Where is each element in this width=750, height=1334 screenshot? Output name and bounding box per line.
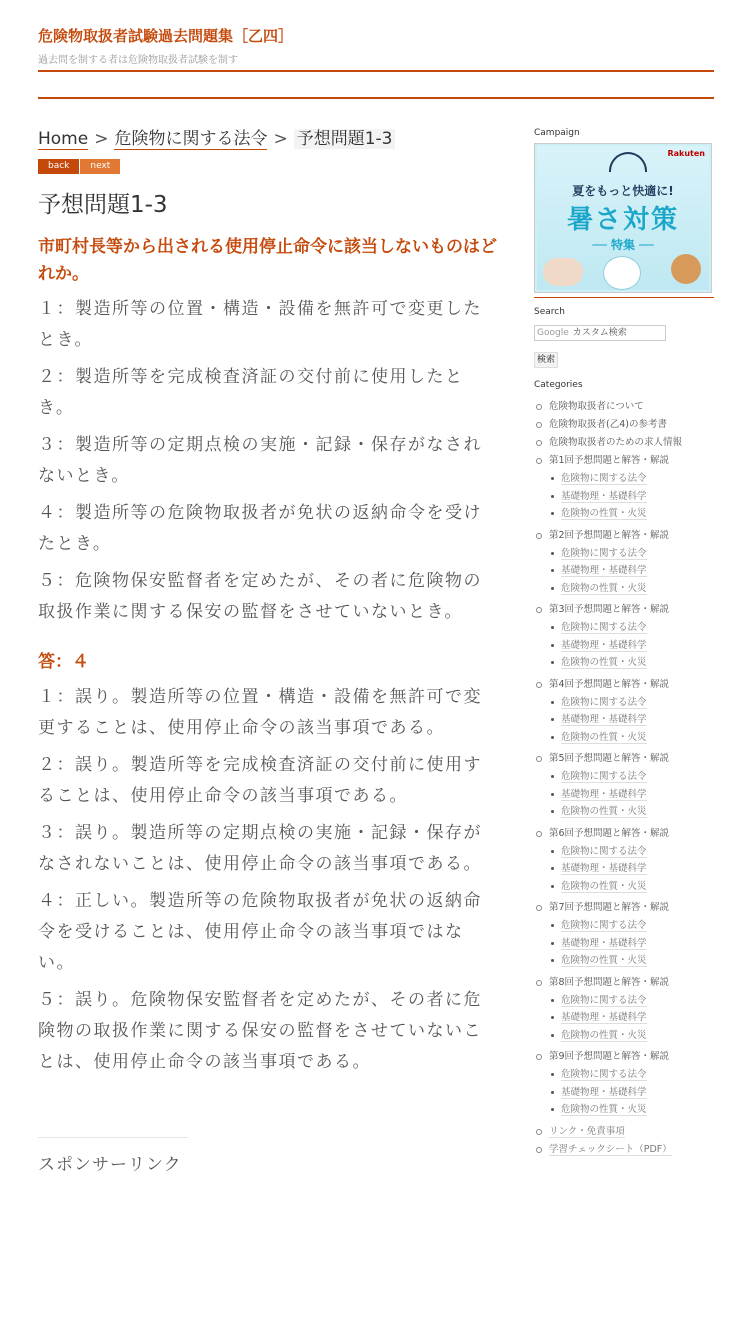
category-item[interactable] xyxy=(534,452,714,523)
category-item[interactable] xyxy=(534,398,714,416)
subcategory-label[interactable]: 危険物に関する法令 xyxy=(561,845,647,857)
subcategory-item[interactable] xyxy=(549,637,714,655)
subcategory-item[interactable] xyxy=(549,1009,714,1027)
category-label[interactable]: 第8回予想問題と解答・解説 xyxy=(549,976,670,988)
site-description: 過去問を制する者は危険物取扱者試験を制す xyxy=(38,55,238,66)
subcategory-list xyxy=(549,619,714,672)
subcategory-label[interactable]: 危険物に関する法令 xyxy=(561,771,647,782)
answer-heading: 答：４ xyxy=(38,652,89,672)
subcategory-label[interactable]: 基礎物理・基礎科学 xyxy=(561,714,647,725)
option-item: ２：製造所等を完成検査済証の交付前に使用したとき。 xyxy=(38,367,464,418)
subcategory-item[interactable] xyxy=(549,1084,714,1102)
category-item[interactable] xyxy=(534,750,714,821)
campaign-title: Campaign xyxy=(534,128,580,138)
option-item: ３：製造所等の定期点検の実施・記録・保存がなされないとき。 xyxy=(38,435,482,486)
subcategory-item[interactable] xyxy=(549,694,714,712)
subcategory-label[interactable]: 基礎物理・基礎科学 xyxy=(561,565,647,576)
sponsor-divider xyxy=(38,1137,188,1138)
subcategory-item[interactable] xyxy=(549,935,714,953)
breadcrumb-separator: > xyxy=(273,129,288,149)
subcategory-label[interactable]: 基礎物理・基礎科学 xyxy=(561,1086,647,1098)
dog-image xyxy=(671,254,701,284)
banner-headline: 夏をもっと快適に! xyxy=(572,184,674,198)
category-label[interactable]: 危険物取扱者について xyxy=(549,401,644,412)
subcategory-item[interactable] xyxy=(549,470,714,488)
subcategory-label[interactable]: 危険物の性質・火災 xyxy=(561,955,647,966)
subcategory-label[interactable]: 危険物に関する法令 xyxy=(561,920,647,931)
subcategory-label[interactable]: 危険物に関する法令 xyxy=(561,547,647,559)
subcategory-label[interactable]: 危険物に関する法令 xyxy=(561,622,647,633)
subcategory-item[interactable] xyxy=(549,803,714,821)
subcategory-label[interactable]: 基礎物理・基礎科学 xyxy=(561,639,647,651)
category-label[interactable]: 第5回予想問題と解答・解説 xyxy=(549,753,670,764)
category-label[interactable]: 危険物取扱者のための求人情報 xyxy=(549,437,683,448)
sidebar-divider xyxy=(534,297,714,298)
breadcrumb-home-link[interactable]: Home xyxy=(38,129,89,149)
option-item: ４：製造所等の危険物取扱者が免状の返納命令を受けたとき。 xyxy=(38,503,482,554)
subcategory-label[interactable]: 基礎物理・基礎科学 xyxy=(561,788,647,800)
subcategory-label[interactable]: 基礎物理・基礎科学 xyxy=(561,1012,647,1023)
page-title: 予想問題1-3 xyxy=(38,192,168,218)
subcategory-item[interactable] xyxy=(549,992,714,1010)
sleeping-person-image xyxy=(543,258,583,286)
subcategory-list xyxy=(549,843,714,896)
subcategory-label[interactable]: 危険物の性質・火災 xyxy=(561,1104,647,1115)
subcategory-item[interactable] xyxy=(549,729,714,747)
next-button[interactable]: next xyxy=(80,159,120,174)
subcategory-label[interactable]: 危険物に関する法令 xyxy=(561,696,647,708)
pager xyxy=(38,159,498,174)
explanation-item: ５：誤り。危険物保安監督者を定めたが、その者に危険物の取扱作業に関する保安の監督をさせていないことは、使用停止命令の該当事項である。 xyxy=(38,990,482,1072)
subcategory-label[interactable]: 危険物の性質・火災 xyxy=(561,1029,647,1041)
category-item[interactable] xyxy=(534,676,714,747)
subcategory-item[interactable] xyxy=(549,1101,714,1119)
search-input[interactable] xyxy=(534,325,666,341)
category-item[interactable] xyxy=(534,434,714,452)
polar-bear-image xyxy=(603,256,641,290)
category-item[interactable] xyxy=(534,1141,714,1159)
explanations-list xyxy=(38,682,498,1078)
category-item[interactable] xyxy=(534,601,714,672)
category-label[interactable]: 第2回予想問題と解答・解説 xyxy=(549,529,670,541)
site-title[interactable]: 危険物取扱者試験過去問題集［乙四］ xyxy=(38,27,294,45)
explanation-item: ４：正しい。製造所等の危険物取扱者が免状の返納命令を受けることは、使用停止命令の該当事項ではない。 xyxy=(38,891,482,973)
category-label[interactable]: 第1回予想問題と解答・解説 xyxy=(549,455,670,466)
subcategory-label[interactable]: 危険物の性質・火災 xyxy=(561,657,647,668)
subcategory-item[interactable] xyxy=(549,1066,714,1084)
subcategory-list xyxy=(549,768,714,821)
category-label[interactable]: 第6回予想問題と解答・解説 xyxy=(549,827,670,839)
explanation-item: ２：誤り。製造所等を完成検査済証の交付前に使用することは、使用停止命令の該当事項である。 xyxy=(38,755,482,806)
banner-background xyxy=(537,146,709,290)
subcategory-item[interactable] xyxy=(549,952,714,970)
subcategory-list xyxy=(549,1066,714,1119)
subcategory-label[interactable]: 危険物に関する法令 xyxy=(561,994,647,1006)
breadcrumb xyxy=(38,128,498,150)
subcategory-label[interactable]: 危険物の性質・火災 xyxy=(561,731,647,743)
category-item[interactable] xyxy=(534,1123,714,1141)
subcategory-label[interactable]: 基礎物理・基礎科学 xyxy=(561,490,647,502)
categories-list xyxy=(534,398,714,1159)
subcategory-label[interactable]: 危険物に関する法令 xyxy=(561,473,647,484)
subcategory-item[interactable] xyxy=(549,878,714,896)
category-item[interactable] xyxy=(534,416,714,434)
options-list xyxy=(38,294,498,628)
category-item[interactable] xyxy=(534,899,714,970)
search-button[interactable]: 検索 xyxy=(534,352,558,368)
category-label[interactable]: 学習チェックシート（PDF） xyxy=(549,1143,672,1155)
breadcrumb-separator: > xyxy=(94,129,109,149)
campaign-banner[interactable] xyxy=(534,143,712,293)
subcategory-label[interactable]: 基礎物理・基礎科学 xyxy=(561,863,647,874)
back-button[interactable]: back xyxy=(38,159,79,174)
search-title: Search xyxy=(534,307,565,317)
sidebar xyxy=(534,128,714,1159)
subcategory-item[interactable] xyxy=(549,654,714,672)
rakuten-logo: Rakuten xyxy=(667,149,705,158)
subcategory-list xyxy=(549,694,714,747)
header-divider xyxy=(38,70,714,72)
category-label[interactable]: 第7回予想問題と解答・解説 xyxy=(549,902,670,913)
subcategory-item[interactable] xyxy=(549,917,714,935)
main-content xyxy=(38,128,498,1078)
subcategory-item[interactable] xyxy=(549,488,714,506)
subcategory-label[interactable]: 危険物の性質・火災 xyxy=(561,582,647,594)
question-text: 市町村長等から出される使用停止命令に該当しないものはどれか。 xyxy=(38,237,497,284)
subcategory-label[interactable]: 危険物に関する法令 xyxy=(561,1069,647,1080)
explanation-item: ３：誤り。製造所等の定期点検の実施・記録・保存がなされないことは、使用停止命令の該当事項である。 xyxy=(38,823,482,874)
option-item: １：製造所等の位置・構造・設備を無許可で変更したとき。 xyxy=(38,299,482,350)
category-item[interactable] xyxy=(534,825,714,896)
nav-divider xyxy=(38,97,714,99)
sun-icon xyxy=(609,152,647,172)
category-label[interactable]: リンク・免責事項 xyxy=(549,1125,625,1137)
subcategory-item[interactable] xyxy=(549,786,714,804)
subcategory-item[interactable] xyxy=(549,545,714,563)
category-item[interactable] xyxy=(534,974,714,1045)
subcategory-item[interactable] xyxy=(549,1027,714,1045)
subcategory-label[interactable]: 危険物の性質・火災 xyxy=(561,806,647,817)
banner-title: 暑さ対策 xyxy=(566,205,679,235)
category-label[interactable]: 危険物取扱者(乙4)の参考書 xyxy=(549,419,667,430)
categories-title: Categories xyxy=(534,380,583,390)
subcategory-item[interactable] xyxy=(549,619,714,637)
explanation-item: １：誤り。製造所等の位置・構造・設備を無許可で変更することは、使用停止命令の該当事項である。 xyxy=(38,687,482,738)
subcategory-item[interactable] xyxy=(549,711,714,729)
breadcrumb-current: 予想問題1-3 xyxy=(294,129,396,149)
subcategory-label[interactable]: 危険物の性質・火災 xyxy=(561,508,647,519)
subcategory-list xyxy=(549,545,714,598)
breadcrumb-category-link[interactable]: 危険物に関する法令 xyxy=(114,129,268,149)
category-item[interactable] xyxy=(534,527,714,598)
search-placeholder: カスタム検索 xyxy=(572,328,627,338)
subcategory-item[interactable] xyxy=(549,843,714,861)
option-item: ５：危険物保安監督者を定めたが、その者に危険物の取扱作業に関する保安の監督をさせていないとき。 xyxy=(38,571,482,622)
category-label[interactable]: 第4回予想問題と解答・解説 xyxy=(549,678,670,690)
subcategory-item[interactable] xyxy=(549,580,714,598)
google-label: Google xyxy=(537,328,569,338)
subcategory-list xyxy=(549,917,714,970)
subcategory-item[interactable] xyxy=(549,562,714,580)
sponsor-label: スポンサーリンク xyxy=(38,1155,182,1175)
subcategory-item[interactable] xyxy=(549,860,714,878)
category-label[interactable]: 第3回予想問題と解答・解説 xyxy=(549,604,670,615)
subcategory-item[interactable] xyxy=(549,768,714,786)
subcategory-item[interactable] xyxy=(549,505,714,523)
subcategory-label[interactable]: 危険物の性質・火災 xyxy=(561,880,647,892)
category-item[interactable] xyxy=(534,1048,714,1119)
category-label[interactable]: 第9回予想問題と解答・解説 xyxy=(549,1051,670,1062)
subcategory-label[interactable]: 基礎物理・基礎科学 xyxy=(561,937,647,949)
banner-subtitle: ── 特集 ── xyxy=(592,238,654,252)
subcategory-list xyxy=(549,992,714,1045)
subcategory-list xyxy=(549,470,714,523)
